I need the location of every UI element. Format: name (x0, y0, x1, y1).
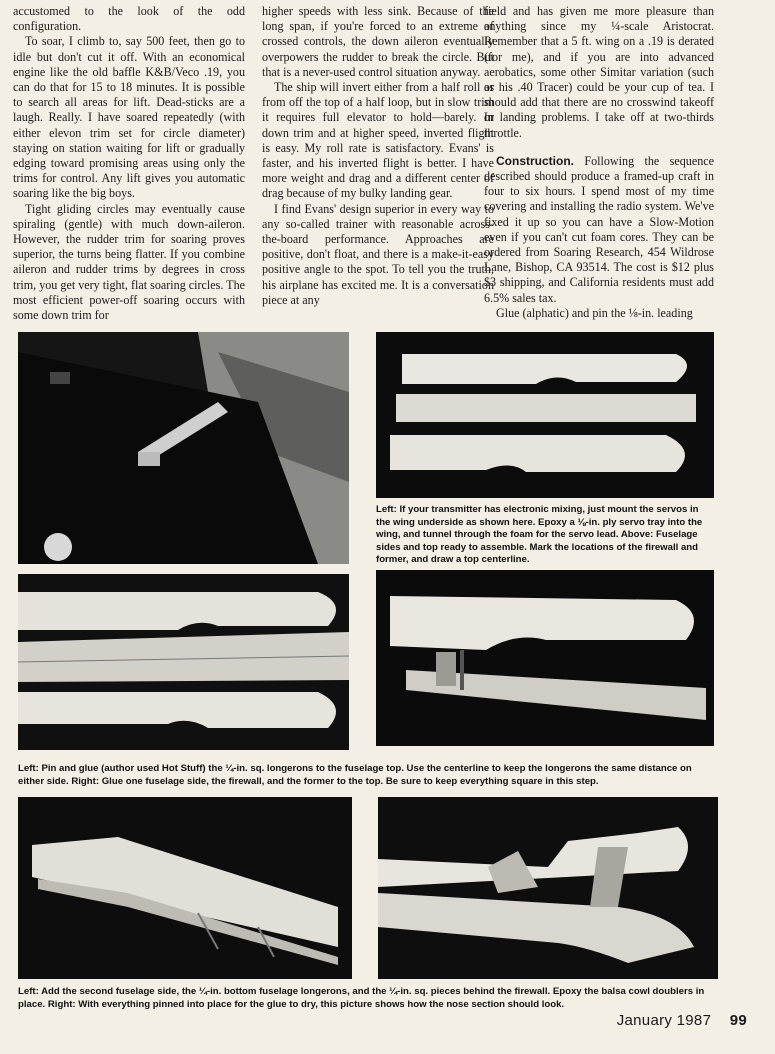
paragraph: Tight gliding circles may eventually cause spiraling (gentle) with much down-aileron. However, the rudder trim for soaring proves superior, the turns being flatter. If you combine aileron and rudder trims by degrees in cross trim, you get very tight, flat soaring circles. The most efficient power-off soaring occurs with some down trim for (13, 201, 245, 323)
caption-label: Left: (376, 504, 397, 515)
photo-wing-servos (18, 332, 349, 564)
caption-2 (18, 763, 718, 788)
caption-1 (376, 504, 714, 567)
caption-3 (18, 986, 718, 1011)
photo-fuselage-side-glued (376, 570, 714, 746)
page-number: 99 (729, 1012, 747, 1029)
caption-text: Fuselage sides and top ready to assemble. Mark the locations of the firewall and former, and draw a top centerline. (376, 529, 699, 566)
paragraph (484, 154, 714, 306)
caption-label: Right: (71, 775, 100, 787)
photo-longerons (18, 574, 349, 750)
paragraph: field and has given me more pleasure than anything since my ¼-scale Aristocrat. Remember that a 5 ft. wing on a .19 is derated (for me), and if you are into advanced aerobatics, some other Simitar variation (such as his .40 Tracer) could be your cup of tea. I should add that there are no crosswind takeoff or landing problems. I take off at two-thirds throttle. (484, 4, 714, 140)
text-column-1 (13, 4, 245, 323)
text-column-2 (262, 4, 494, 308)
caption-text: With everything pinned into place for the glue to dry, this picture shows how the nose section should look. (78, 998, 565, 1010)
issue-date: January 1987 (616, 1012, 712, 1029)
photo-fuselage-parts (376, 332, 714, 498)
caption-label: Left: (18, 763, 39, 774)
caption-label: Above: (620, 529, 654, 541)
paragraph: The ship will invert either from a half roll or from off the top of a half loop, but in slow trim it requires full elevator to hold—barely. In down trim and at higher speed, inverted flight is easy. My roll rate is satisfactory. Evans' is faster, and his inverted flight is better. I have more weight and drag and a different center of drag because of my bulky landing gear. (262, 80, 494, 201)
caption-text: Pin and glue (author used Hot Stuff) the ¼-in. sq. longerons to the fuselage top. Use the centerline to keep the longerons the same distance on either side. (18, 763, 692, 787)
paragraph: higher speeds with less sink. Because of the long span, if you're forced to an extreme of crossed controls, the down aileron eventually overpowers the rudder to break the circle. But that is a never-used control situation anyway. (262, 4, 494, 79)
caption-text: Add the second fuselage side, the ¼-in. bottom fuselage longerons, and the ¼-in. sq. pieces behind the firewall. Epoxy the balsa cowl doublers in place. (18, 986, 705, 1010)
paragraph: To soar, I climb to, say 500 feet, then go to idle but don't cut it off. With an economical engine like the old baffle K&B/Veco .19, you can do that for 15 to 18 minutes. It is possible to search all areas for lift. Dead-sticks are a laugh. Really. I have soared repeatedly (with either elevon trim set for circle diameter) staying on station waiting for lift or gradually edging toward promising areas using only the trims for control. Any lift gives you automatic soaring like the big boys. (13, 34, 245, 201)
page-footer (617, 1012, 747, 1029)
paragraph: Glue (alphatic) and pin the ⅛-in. leading (496, 305, 693, 320)
section-heading: Construction. (496, 153, 574, 168)
caption-text: If your transmitter has electronic mixing, just mount the servos in the wing underside as shown here. Epoxy a ⅛-in. ply servo tray into the wing, and tunnel through the foam for the servo lead. (376, 504, 703, 541)
paragraph-text: Following the sequence described should produce a framed-up craft in four to six hours. I spend most of my time covering and installing the radio system. We've fixed it up so you can have a Slow-Motion even if you can't cut foam cores. They can be ordered from Soaring Research, 454 Wildrose Lane, Bishop, CA 93514. The cost is $12 plus $3 shipping, and California residents must add 6.5% sales tax. (484, 153, 714, 305)
photo-second-side (18, 797, 352, 979)
caption-label: Right: (47, 998, 76, 1010)
paragraph: accustomed to the look of the odd configuration. (13, 4, 245, 34)
caption-text: Glue one fuselage side, the firewall, and the former to the top. Be sure to keep everything square in this step. (101, 775, 599, 787)
photo-nose-section (378, 797, 718, 979)
paragraph: I find Evans' design superior in every way to any so-called trainer with reasonable across-the-board performance. Approaches are positive, don't float, and there is a make-it-easy positive angle to the spot. To tell you the truth, his airplane has excited me. It is a conversation piece at any (262, 201, 494, 307)
text-column-3 (484, 4, 714, 321)
caption-label: Left: (18, 986, 39, 997)
